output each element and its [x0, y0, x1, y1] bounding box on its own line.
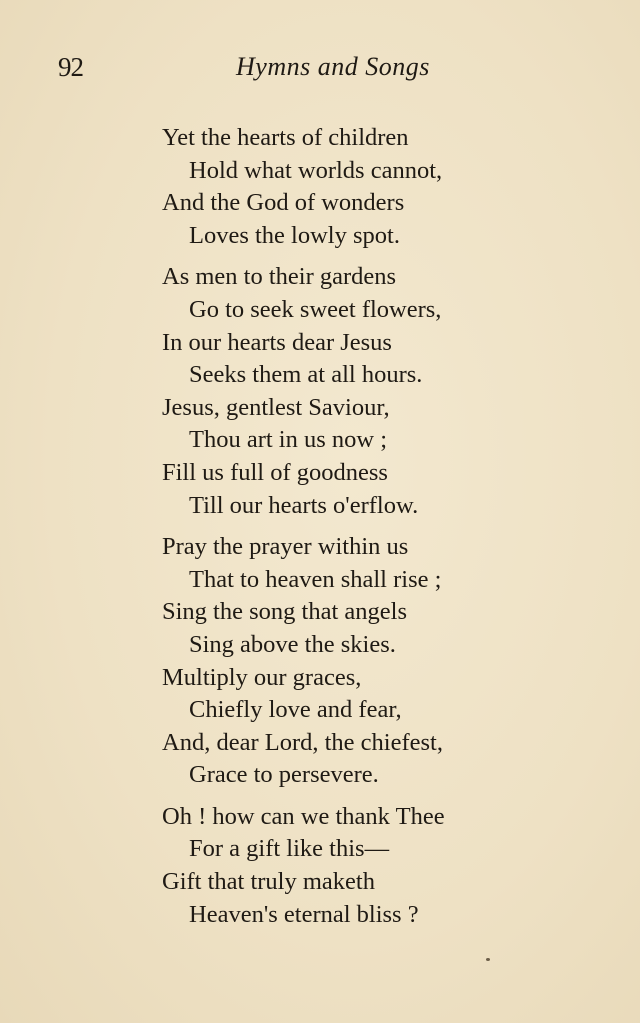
poem-line: Yet the hearts of children — [162, 124, 409, 151]
stanza — [162, 801, 445, 931]
poem-line: Grace to persevere. — [189, 761, 379, 789]
page-number: 92 — [58, 52, 83, 82]
poem-line: And, dear Lord, the chiefest, — [162, 728, 443, 756]
poem-line: Go to seek sweet flowers, — [189, 295, 442, 323]
paper-speck — [486, 958, 490, 961]
poem-line: Seeks them at all hours. — [189, 361, 423, 389]
stanza-break — [162, 252, 445, 261]
poem-line: Fill us full of goodness — [162, 458, 388, 486]
poem-line: Loves the lowly spot. — [189, 221, 400, 249]
poem-line: As men to their gardens — [162, 263, 397, 291]
poem-line: Heaven's eternal bliss ? — [189, 900, 419, 928]
poem-line: And the God of wonders — [162, 189, 405, 217]
poem-line: Thou art in us now ; — [189, 426, 388, 454]
running-title: Hymns and Songs — [236, 52, 430, 81]
poem-line: Jesus, gentlest Saviour, — [162, 393, 390, 421]
poem-line: For a gift like this— — [189, 835, 390, 863]
poem — [162, 122, 445, 931]
poem-line: Sing the song that angels — [162, 598, 407, 626]
stanza — [162, 122, 445, 252]
poem-line: In our hearts dear Jesus — [162, 328, 392, 356]
poem-line: Oh ! how can we thank Thee — [162, 802, 445, 830]
poem-line: Sing above the skies. — [189, 630, 396, 658]
stanza-break — [162, 792, 445, 801]
poem-line: That to heaven shall rise ; — [189, 565, 442, 593]
poem-line: Multiply our graces, — [162, 663, 362, 691]
stanza — [162, 531, 445, 792]
poem-line: Chiefly love and fear, — [189, 696, 402, 724]
poem-line: Till our hearts o'erflow. — [189, 491, 419, 519]
poem-line: Pray the prayer within us — [162, 533, 409, 561]
stanza — [162, 261, 445, 522]
stanza-break — [162, 522, 445, 531]
poem-line: Gift that truly maketh — [162, 868, 375, 896]
poem-line: Hold what worlds cannot, — [189, 156, 443, 184]
